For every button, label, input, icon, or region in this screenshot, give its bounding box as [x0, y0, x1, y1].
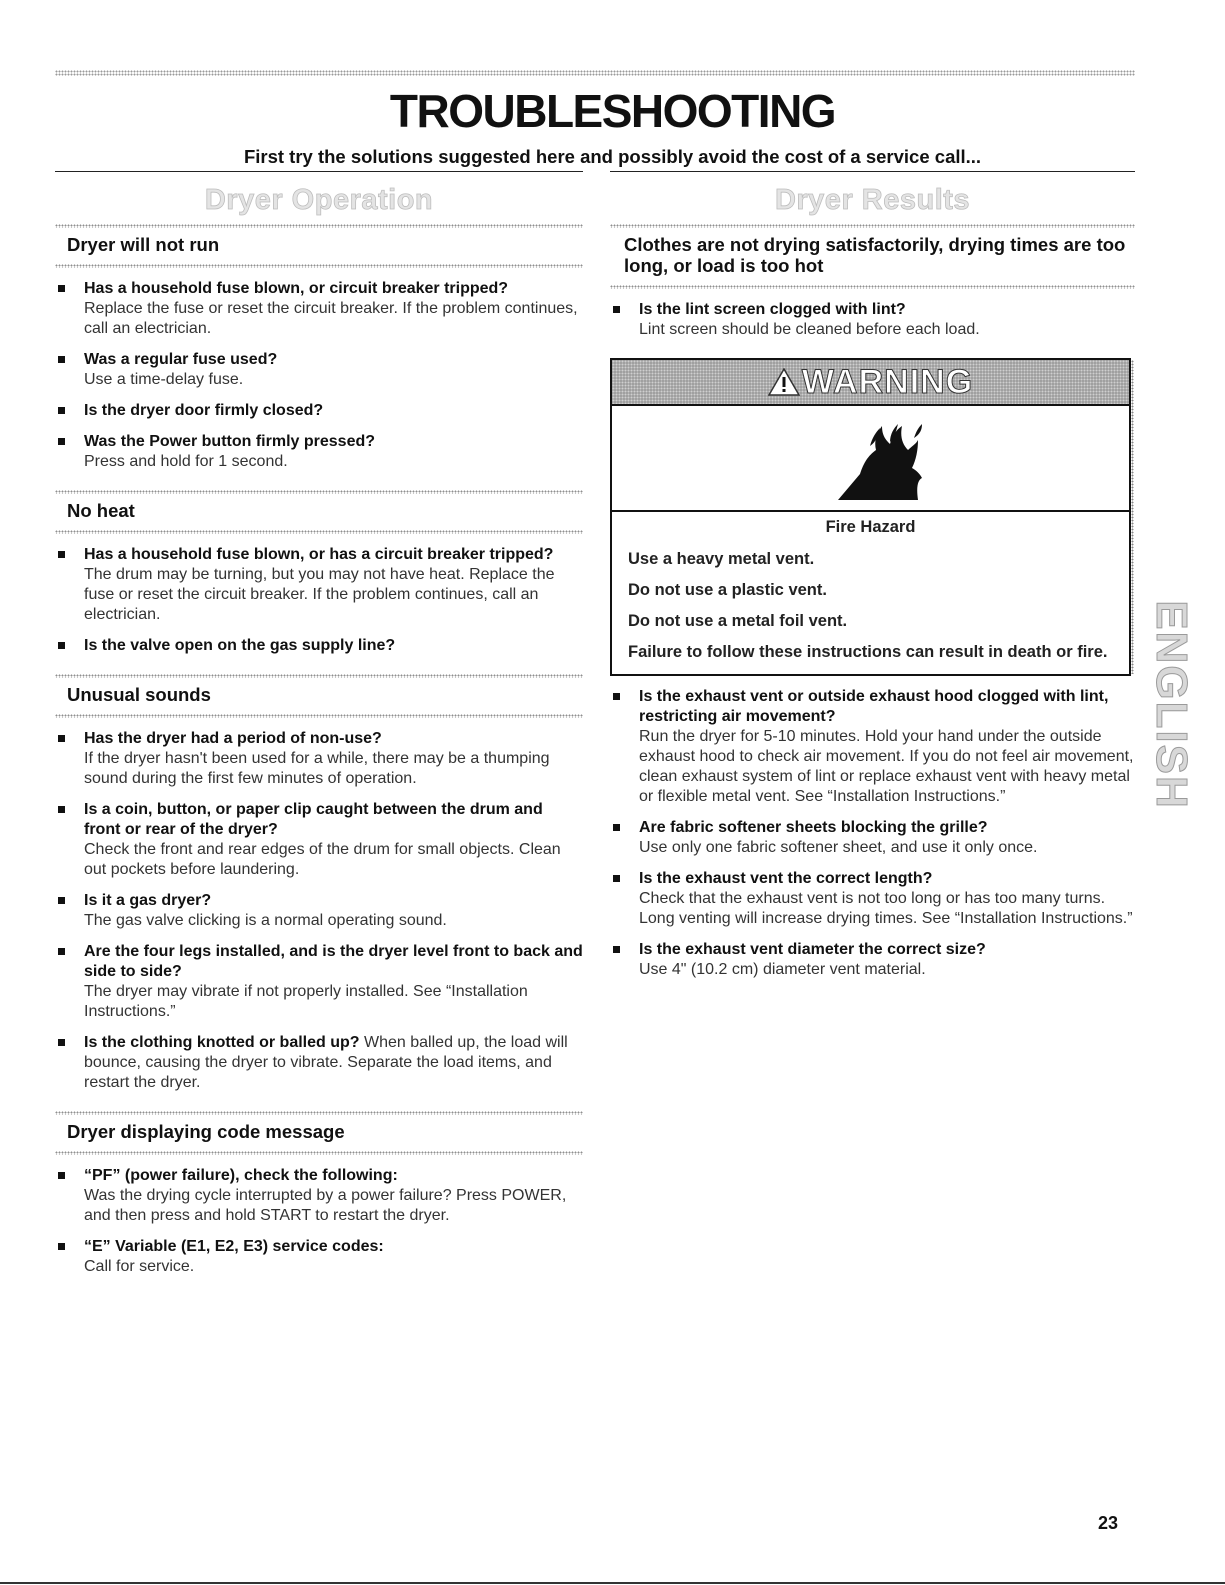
right-column	[610, 178, 1135, 980]
list-item	[55, 350, 583, 390]
warning-header	[612, 360, 1129, 404]
page-subtitle: First try the solutions suggested here and possibly avoid the cost of a service call...	[243, 146, 982, 167]
list-item	[610, 818, 1135, 858]
section-heading-dryer-operation: Dryer Operation	[204, 184, 434, 216]
list-item	[610, 687, 1135, 807]
answer: When balled up, the load will bounce, causing the dryer to vibrate. Separate the load items, and restart the dryer.	[84, 1034, 568, 1091]
list-item	[55, 636, 583, 656]
left-column	[55, 178, 583, 1277]
question: Is a coin, button, or paper clip caught between the drum and front or rear of the dryer?	[84, 801, 543, 838]
list-item	[55, 800, 583, 880]
square-bullet-icon	[58, 948, 65, 955]
list-item	[610, 869, 1135, 929]
square-bullet-icon	[58, 551, 65, 558]
list-item	[55, 432, 583, 472]
square-bullet-icon	[613, 306, 620, 313]
top-dotted-band	[55, 70, 1135, 76]
warning-line: Do not use a plastic vent.	[628, 581, 827, 599]
square-bullet-icon	[613, 693, 620, 700]
left-rule	[55, 171, 583, 172]
list-item	[55, 279, 583, 339]
sub-heading: Dryer will not run	[67, 234, 220, 255]
square-bullet-icon	[613, 824, 620, 831]
list-item	[55, 1237, 583, 1277]
question: Was a regular fuse used?	[84, 351, 278, 368]
question: Is the clothing knotted or balled up?	[84, 1034, 360, 1051]
answer: The drum may be turning, but you may not have heat. Replace the fuse or reset the circuit breaker. If the problem continues, call an electrician.	[84, 566, 555, 623]
list-item	[55, 891, 583, 931]
square-bullet-icon	[58, 438, 65, 445]
warning-title: Fire Hazard	[825, 518, 916, 536]
sub-heading: Dryer displaying code message	[67, 1121, 345, 1142]
question: Was the Power button firmly pressed?	[84, 433, 376, 450]
answer: The gas valve clicking is a normal operating sound.	[84, 912, 447, 929]
square-bullet-icon	[58, 897, 65, 904]
answer: Check that the exhaust vent is not too long or has too many turns. Long venting will increase drying times. See “Installation Instructions.”	[639, 890, 1133, 927]
question: “PF” (power failure), check the following:	[84, 1167, 398, 1184]
warning-shadow	[1131, 360, 1134, 674]
question: Is the exhaust vent the correct length?	[639, 870, 933, 887]
answer: Lint screen should be cleaned before each load.	[639, 321, 980, 338]
square-bullet-icon	[58, 1172, 65, 1179]
list-item	[55, 545, 583, 625]
answer: If the dryer hasn't been used for a while, there may be a thumping sound during the first few minutes of operation.	[84, 750, 550, 787]
warning-line: Do not use a metal foil vent.	[628, 612, 848, 630]
warning-line: Failure to follow these instructions can result in death or fire.	[628, 643, 1108, 661]
page-number: 23	[1098, 1513, 1119, 1533]
answer: Press and hold for 1 second.	[84, 453, 288, 470]
question: Is it a gas dryer?	[84, 892, 212, 909]
list-item	[55, 942, 583, 1022]
shade-band	[55, 1151, 583, 1155]
section-heading-dryer-results: Dryer Results	[774, 184, 971, 216]
sub-heading: Unusual sounds	[67, 684, 211, 705]
list-item	[610, 300, 1135, 340]
question: Are fabric softener sheets blocking the grille?	[639, 819, 988, 836]
list-item	[55, 729, 583, 789]
sub-heading: No heat	[67, 500, 135, 521]
question: Has a household fuse blown, or has a circuit breaker tripped?	[84, 546, 554, 563]
square-bullet-icon	[58, 1243, 65, 1250]
shade-band	[55, 264, 583, 268]
question: Is the valve open on the gas supply line?	[84, 637, 396, 654]
shade-band	[55, 530, 583, 534]
square-bullet-icon	[613, 946, 620, 953]
list-item	[55, 1033, 583, 1093]
question: Is the dryer door firmly closed?	[84, 402, 324, 419]
section-dryer-will-not-run	[55, 224, 583, 472]
list-item	[55, 401, 583, 421]
answer: Check the front and rear edges of the drum for small objects. Clean out pockets before laundering.	[84, 841, 561, 878]
question: Are the four legs installed, and is the dryer level front to back and side to side?	[84, 943, 583, 980]
square-bullet-icon	[58, 642, 65, 649]
answer: Use only one fabric softener sheet, and use it only once.	[639, 839, 1038, 856]
question: Has a household fuse blown, or circuit breaker tripped?	[84, 280, 509, 297]
warning-triangle-icon	[768, 368, 800, 401]
warning-pictogram	[612, 404, 1129, 512]
right-rule	[610, 171, 1135, 172]
shade-band	[610, 285, 1135, 289]
bottom-rule	[0, 1582, 1225, 1584]
sub-heading: Clothes are not drying satisfactorily, drying times are too long, or load is too hot	[624, 234, 1126, 276]
list-item	[610, 940, 1135, 980]
square-bullet-icon	[58, 407, 65, 414]
answer: Call for service.	[84, 1258, 195, 1275]
question: Is the exhaust vent or outside exhaust hood clogged with lint, restricting air movement?	[639, 688, 1109, 725]
square-bullet-icon	[58, 356, 65, 363]
answer: Replace the fuse or reset the circuit breaker. If the problem continues, call an electrician.	[84, 300, 578, 337]
answer: The dryer may vibrate if not properly installed. See “Installation Instructions.”	[84, 983, 528, 1020]
square-bullet-icon	[58, 735, 65, 742]
language-side-tab	[1147, 570, 1197, 840]
page-title: TROUBLESHOOTING	[389, 85, 836, 137]
answer: Use 4" (10.2 cm) diameter vent material.	[639, 961, 926, 978]
question: Has the dryer had a period of non-use?	[84, 730, 382, 747]
square-bullet-icon	[613, 875, 620, 882]
section-unusual-sounds	[55, 674, 583, 1093]
question: Is the lint screen clogged with lint?	[639, 301, 906, 318]
question: “E” Variable (E1, E2, E3) service codes:	[84, 1238, 384, 1255]
fire-icon	[830, 416, 930, 502]
warning-label: WARNING	[801, 363, 974, 401]
warning-box	[610, 358, 1131, 676]
square-bullet-icon	[58, 1039, 65, 1046]
answer: Use a time-delay fuse.	[84, 371, 244, 388]
square-bullet-icon	[58, 806, 65, 813]
section-no-heat	[55, 490, 583, 656]
list-item	[55, 1166, 583, 1226]
shade-band	[55, 714, 583, 718]
warning-text	[612, 512, 1129, 674]
square-bullet-icon	[58, 285, 65, 292]
section-dryer-displaying-code-message	[55, 1111, 583, 1277]
warning-line: Use a heavy metal vent.	[628, 550, 815, 568]
answer: Run the dryer for 5-10 minutes. Hold your hand under the outside exhaust hood to check air movement. If you do not feel air movement, clean exhaust system of lint or replace exhaust vent with heavy metal or flexible metal vent. See “Installation Instructions.”	[639, 728, 1134, 805]
answer: Was the drying cycle interrupted by a power failure? Press POWER, and then press and hold START to restart the dryer.	[84, 1187, 567, 1224]
question: Is the exhaust vent diameter the correct size?	[639, 941, 986, 958]
language-label: ENGLISH	[1147, 600, 1197, 810]
